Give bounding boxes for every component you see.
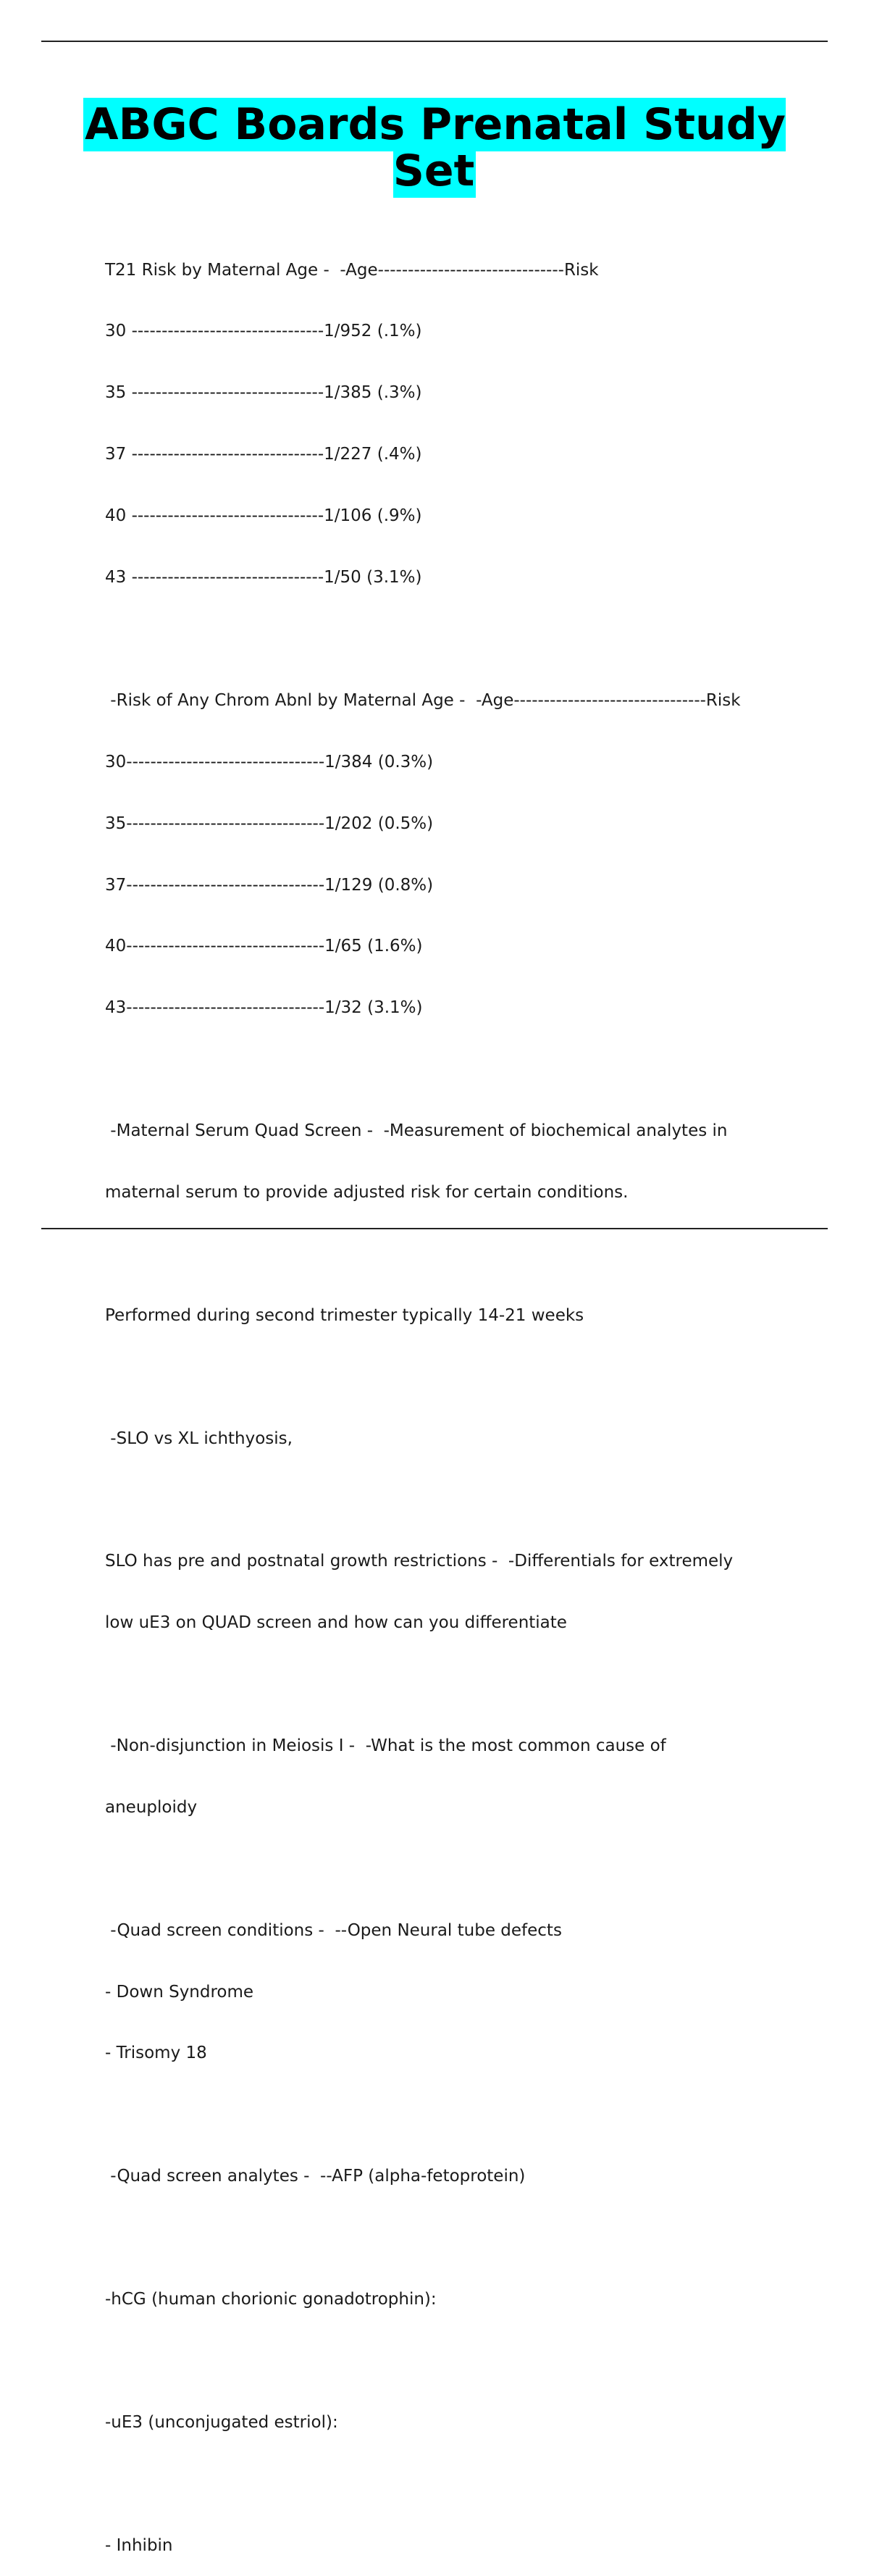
blank-line: [105, 1489, 786, 1510]
quad-analyte-item: -uE3 (unconjugated estriol):: [105, 2412, 338, 2432]
chrom-abnl-risk-row: 35---------------------------------1/202 (0.5%): [105, 814, 434, 833]
t21-risk-row: 40 --------------------------------1/106 (.9%): [105, 506, 422, 526]
chrom-abnl-risk-header: -Risk of Any Chrom Abnl by Maternal Age - -Age--------------------------------Risk: [105, 690, 741, 710]
title-highlight: ABGC Boards Prenatal Study Set: [85, 99, 786, 196]
quad-conditions-item: - Trisomy 18: [105, 2044, 207, 2063]
blank-line: [105, 2351, 786, 2371]
blank-line: [105, 1367, 786, 1387]
slo-growth-card-cont: low uE3 on QUAD screen and how can you differentiate: [105, 1613, 567, 1633]
chrom-abnl-risk-row: 30---------------------------------1/384 (0.3%): [105, 752, 434, 771]
blank-line: [105, 2228, 786, 2248]
bottom-rule: [41, 1228, 828, 1229]
blank-line: [105, 1859, 786, 1879]
blank-line: [105, 1674, 786, 1694]
blank-line: [105, 1059, 786, 1079]
blank-line: [105, 2104, 786, 2125]
quad-conditions-card: -Quad screen conditions - --Open Neural tube defects: [105, 1920, 562, 1940]
t21-risk-header: T21 Risk by Maternal Age - -Age-------------------------------Risk: [105, 260, 599, 280]
quad-analyte-item: - Inhibin: [105, 2535, 173, 2555]
quad-screen-timing: Performed during second trimester typically 14-21 weeks: [105, 1305, 584, 1325]
non-disjunction-card-cont: aneuploidy: [105, 1797, 198, 1817]
blank-line: [105, 2474, 786, 2494]
t21-risk-row: 43 --------------------------------1/50 (3.1%): [105, 568, 422, 587]
chrom-abnl-risk-row: 43---------------------------------1/32 (3.1%): [105, 998, 423, 1018]
t21-risk-row: 30 --------------------------------1/952 (.1%): [105, 322, 422, 341]
top-rule: [41, 41, 828, 42]
blank-line: [105, 629, 786, 649]
quad-screen-definition: -Maternal Serum Quad Screen - -Measurement of biochemical analytes in: [105, 1121, 728, 1141]
chrom-abnl-risk-row: 40---------------------------------1/65 (1.6%): [105, 937, 423, 956]
slo-growth-card: SLO has pre and postnatal growth restrictions - -Differentials for extremely: [105, 1552, 734, 1571]
non-disjunction-card: -Non-disjunction in Meiosis I - -What is the most common cause of: [105, 1736, 666, 1755]
quad-analytes-card: -Quad screen analytes - --AFP (alpha-fetoprotein): [105, 2167, 526, 2186]
slo-vs-xl-card: -SLO vs XL ichthyosis,: [105, 1429, 293, 1448]
document-body: [105, 219, 786, 2576]
t21-risk-row: 35 --------------------------------1/385 (.3%): [105, 383, 422, 403]
quad-analyte-item: -hCG (human chorionic gonadotrophin):: [105, 2289, 437, 2309]
t21-risk-row: 37 --------------------------------1/227 (.4%): [105, 445, 422, 464]
chrom-abnl-risk-row: 37---------------------------------1/129 (0.8%): [105, 875, 434, 895]
quad-conditions-item: - Down Syndrome: [105, 1982, 254, 2002]
document-title: [72, 101, 797, 194]
quad-screen-definition-cont: maternal serum to provide adjusted risk for certain conditions.: [105, 1182, 629, 1202]
blank-line: [105, 1244, 786, 1264]
